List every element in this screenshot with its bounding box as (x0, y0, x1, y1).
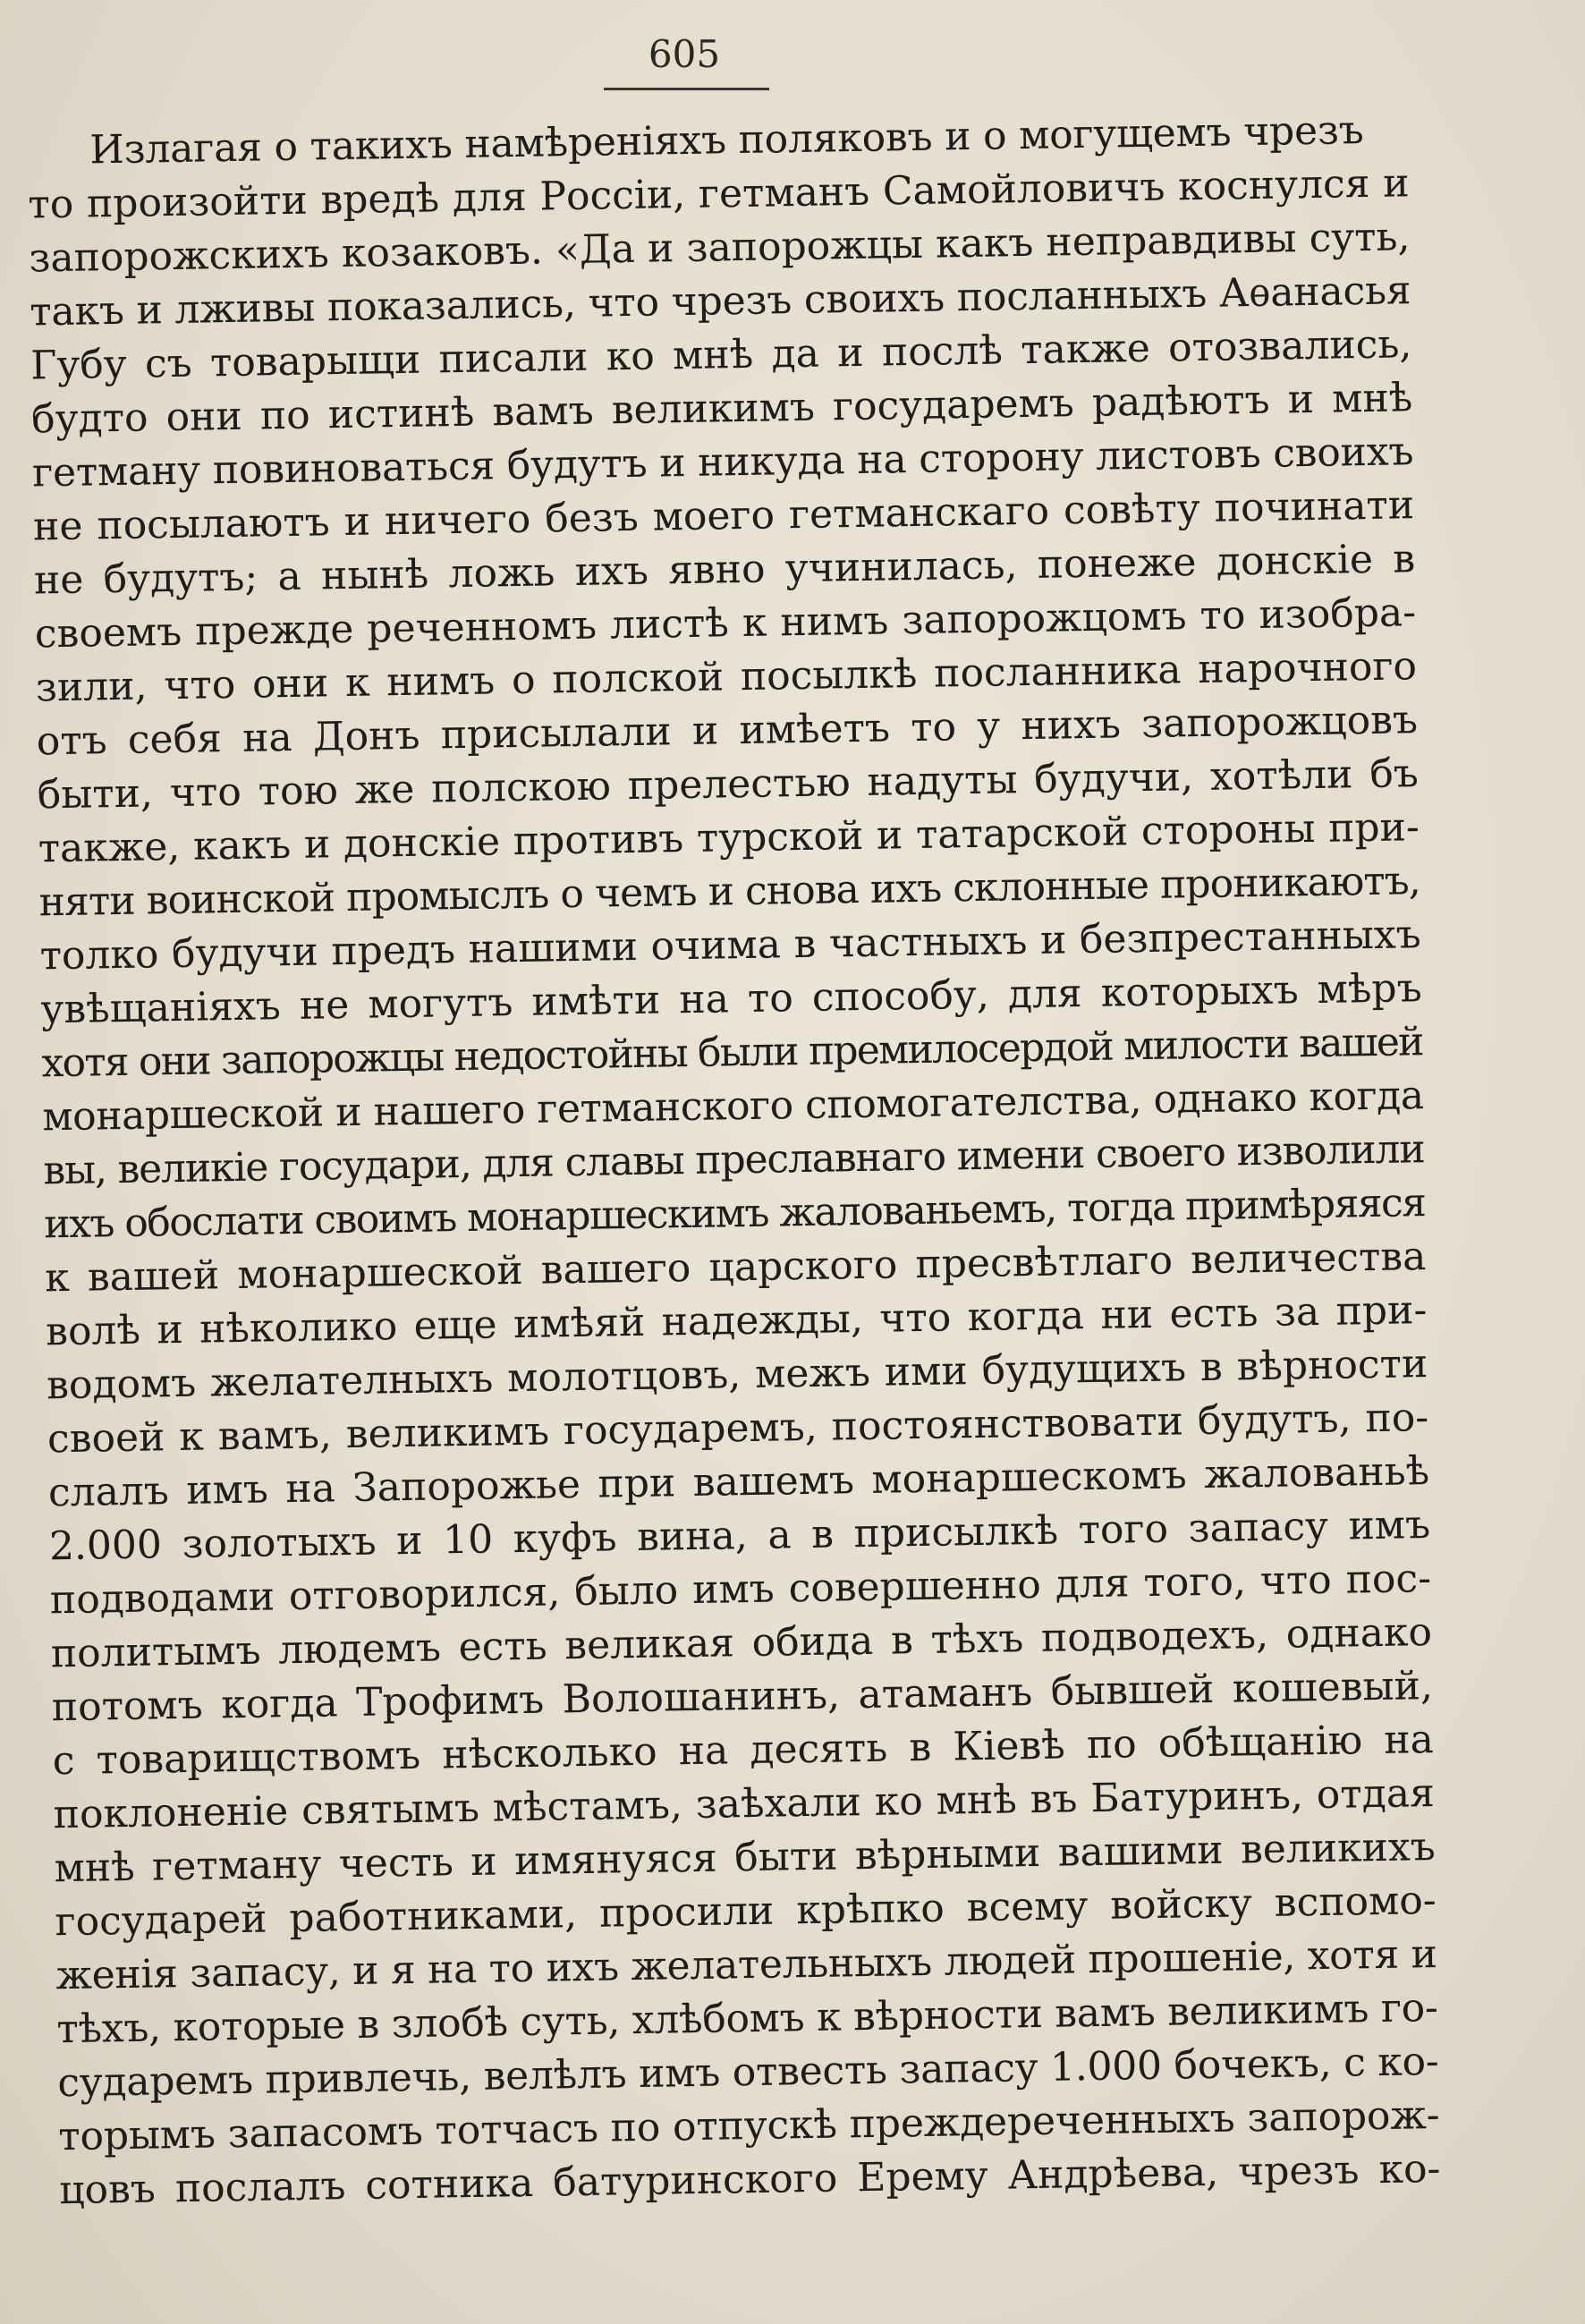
text-line: отъ себя на Донъ присылали и имѣетъ то у нихъ запорожцовъ (36, 697, 1419, 765)
text-line: няти воинской промыслъ о чемъ и снова ихъ склонные проникаютъ, (38, 858, 1421, 926)
text-line: зили, что они к нимъ о полской посылкѣ посланника нарочного (35, 643, 1418, 711)
page-number-rule (604, 88, 769, 90)
text-line: быти, что тою же полскою прелестью надуты будучи, хотѣли бъ (37, 751, 1420, 818)
text-line: ихъ обослати своимъ монаршескимъ жалованьемъ, тогда примѣряяся (43, 1180, 1426, 1248)
text-line: такъ и лживы показались, что чрезъ своихъ посланныхъ Аѳанасья (29, 267, 1411, 335)
text-line: поклоненіе святымъ мѣстамъ, заѣхали ко мнѣ въ Батуринъ, отдая (53, 1770, 1436, 1838)
text-line: также, какъ и донскіе противъ турской и татарской стороны при- (38, 804, 1420, 872)
text-line: хотя они запорожцы недостойны были премилосердой милости вашей (41, 1019, 1423, 1087)
text-line: к вашей монаршеской вашего царского пресвѣтлаго величества (44, 1234, 1427, 1302)
text-line: подводами отговорился, было имъ совершенно для того, что пос- (49, 1556, 1432, 1624)
text-line: вы, великіе государи, для славы преславнаго имени своего изволили (42, 1126, 1425, 1194)
text-line: не посылаютъ и ничего безъ моего гетманскаго совѣту починати (32, 482, 1415, 550)
page-number: 605 (648, 32, 721, 76)
body-text (0, 100, 1585, 2214)
text-line: гетману повиноваться будутъ и никуда на сторону листовъ своихъ (31, 428, 1414, 496)
text-line: цовъ послалъ сотника батуринского Ерему Андрѣева, чрезъ ко- (58, 2145, 1441, 2214)
text-line: волѣ и нѣколико еще имѣяй надежды, что когда ни есть за при- (45, 1287, 1428, 1355)
text-line: Излагая о такихъ намѣреніяхъ поляковъ и о могущемъ чрезъ (89, 107, 1364, 174)
text-line: своей к вамъ, великимъ государемъ, постоянствовати будутъ, по- (47, 1395, 1429, 1463)
text-line: увѣщаніяхъ не могутъ имѣти на то способу, для которыхъ мѣръ (40, 965, 1422, 1033)
text-line: слалъ имъ на Запорожье при вашемъ монаршескомъ жалованьѣ (47, 1448, 1430, 1516)
text-line: с товарищствомъ нѣсколько на десять в Кіевѣ по обѣщанію на (52, 1717, 1435, 1785)
text-line: потомъ когда Трофимъ Волошанинъ, атаманъ бывшей кошевый, (51, 1663, 1434, 1731)
text-line: торымъ запасомъ тотчасъ по отпускѣ преждереченныхъ запорож- (57, 2091, 1440, 2160)
text-line: Губу съ товарыщи писали ко мнѣ да и послѣ также отозвались, (30, 321, 1412, 389)
text-line: водомъ желателныхъ молотцовъ, межъ ими будущихъ в вѣрности (46, 1341, 1428, 1409)
text-line: не будутъ; а нынѣ ложь ихъ явно учинилась, понеже донскіе в (33, 536, 1416, 604)
text-line: политымъ людемъ есть великая обида в тѣхъ подводехъ, однако (50, 1609, 1433, 1677)
text-line: женія запасу, и я на то ихъ желательныхъ людей прошеніе, хотя и (55, 1931, 1437, 1999)
text-line: государей работниками, просили крѣпко всему войску вспомо- (55, 1878, 1437, 1946)
text-line: сударемъ привлечь, велѣлъ имъ отвесть запасу 1.000 бочекъ, с ко- (56, 2039, 1439, 2107)
text-line: толко будучи предъ нашими очима в частныхъ и безпрестанныхъ (39, 912, 1422, 980)
text-line: будто они по истинѣ вамъ великимъ государемъ радѣютъ и мнѣ (30, 375, 1413, 443)
text-line: своемъ прежде реченномъ листѣ к нимъ запорожцомъ то изобра- (34, 589, 1417, 657)
text-line: тѣхъ, которые в злобѣ суть, хлѣбомъ к вѣрности вамъ великимъ го- (56, 1985, 1438, 2053)
text-line: 2.000 золотыхъ и 10 куфъ вина, а в присылкѣ того запасу имъ (48, 1502, 1431, 1570)
text-line: запорожскихъ козаковъ. «Да и запорожцы какъ неправдивы суть, (28, 214, 1411, 282)
text-line: то произойти вредѣ для Россіи, гетманъ Самойловичъ коснулся и (28, 160, 1410, 228)
text-line: мнѣ гетману честь и имянуяся быти вѣрными вашими великихъ (54, 1824, 1437, 1892)
text-line: монаршеской и нашего гетманского спомогателства, однако когда (42, 1073, 1424, 1141)
